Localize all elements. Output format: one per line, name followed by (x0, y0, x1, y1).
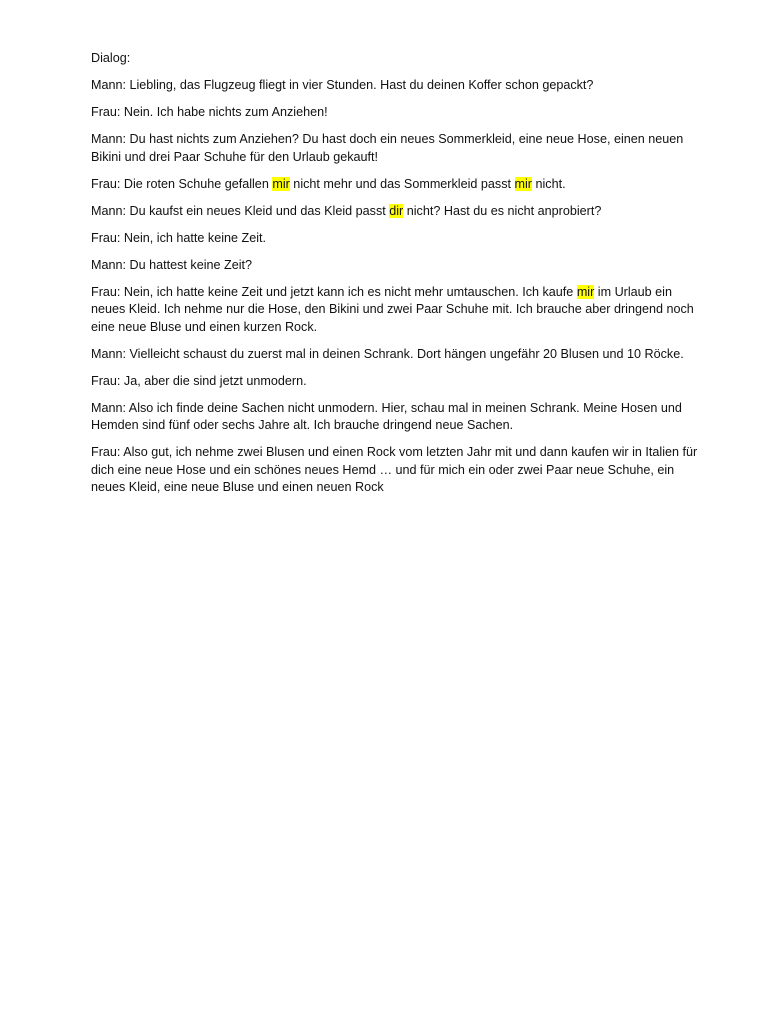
dialog-text: Frau: Die roten Schuhe gefallen (91, 176, 273, 191)
dialog-line (91, 444, 709, 497)
dialog-text: im Urlaub ein neues Kleid. Ich nehme nur die Hose, den Bikini und zwei Paar Schuhe mit. Ich brauche aber dringend noch eine neue Bluse und einen kurzen Rock. (91, 284, 694, 334)
dialog-text: Frau: Ja, aber die sind jetzt unmodern. (91, 373, 307, 388)
dialog-text: Frau: Nein. Ich habe nichts zum Anziehen! (91, 105, 328, 119)
dialog-text: Mann: Du hast nichts zum Anziehen? Du hast doch ein neues Sommerkleid, eine neue Hose, einen neuen Bikini und drei Paar Schuhe für den Urlaub gekauft! (91, 132, 684, 164)
dialog-line (91, 131, 709, 166)
dialog-text: Mann: Du kaufst ein neues Kleid und das Kleid passt (91, 203, 390, 218)
dialog-line (91, 176, 709, 194)
highlighted-word: mir (576, 284, 595, 299)
dialog-text: Mann: Also ich finde deine Sachen nicht unmodern. Hier, schau mal in meinen Schrank. Meine Hosen und Hemden sind fünf oder sechs Jahre alt. Ich brauche dringend neue Sachen. (91, 400, 682, 432)
dialog-text: Mann: Du hattest keine Zeit? (91, 257, 253, 272)
dialog-text: Mann: Vielleicht schaust du zuerst mal in deinen Schrank. Dort hängen ungefähr 20 Blusen und 10 Röcke. (91, 346, 684, 361)
dialog-line (91, 284, 709, 337)
dialog-line (91, 373, 709, 391)
dialog-text: nicht? Hast du es nicht anprobiert? (403, 203, 602, 218)
dialog-line (91, 400, 709, 435)
dialog-line (91, 257, 709, 275)
dialog-text: Mann: Liebling, das Flugzeug fliegt in vier Stunden. Hast du deinen Koffer schon gepackt? (91, 78, 594, 92)
dialog-heading: Dialog: (91, 51, 131, 65)
dialog-text: nicht mehr und das Sommerkleid passt (289, 176, 515, 191)
highlighted-word: mir (514, 176, 532, 191)
dialog-text: Frau: Also gut, ich nehme zwei Blusen und einen Rock vom letzten Jahr mit und dann kaufen wir in Italien für dich eine neue Hose und ein schönes neues Hemd … und für mich ein oder zwei Paar neue Schuhe, ein neues Kleid, eine neue Bluse und einen neuen Rock (91, 445, 698, 494)
dialog-text: Frau: Nein, ich hatte keine Zeit. (91, 230, 266, 245)
dialog-line (91, 77, 709, 95)
dialog-line (91, 346, 709, 364)
dialog-line (91, 104, 709, 122)
dialog-line (91, 203, 709, 221)
dialog-line (91, 230, 709, 248)
dialog-body (91, 77, 709, 497)
dialog-text: nicht. (532, 176, 566, 191)
dialog-text: Frau: Nein, ich hatte keine Zeit und jetzt kann ich es nicht mehr umtauschen. Ich kaufe (91, 284, 577, 299)
document-page (91, 50, 709, 506)
highlighted-word: mir (272, 176, 290, 191)
highlighted-word: dir (389, 203, 404, 218)
